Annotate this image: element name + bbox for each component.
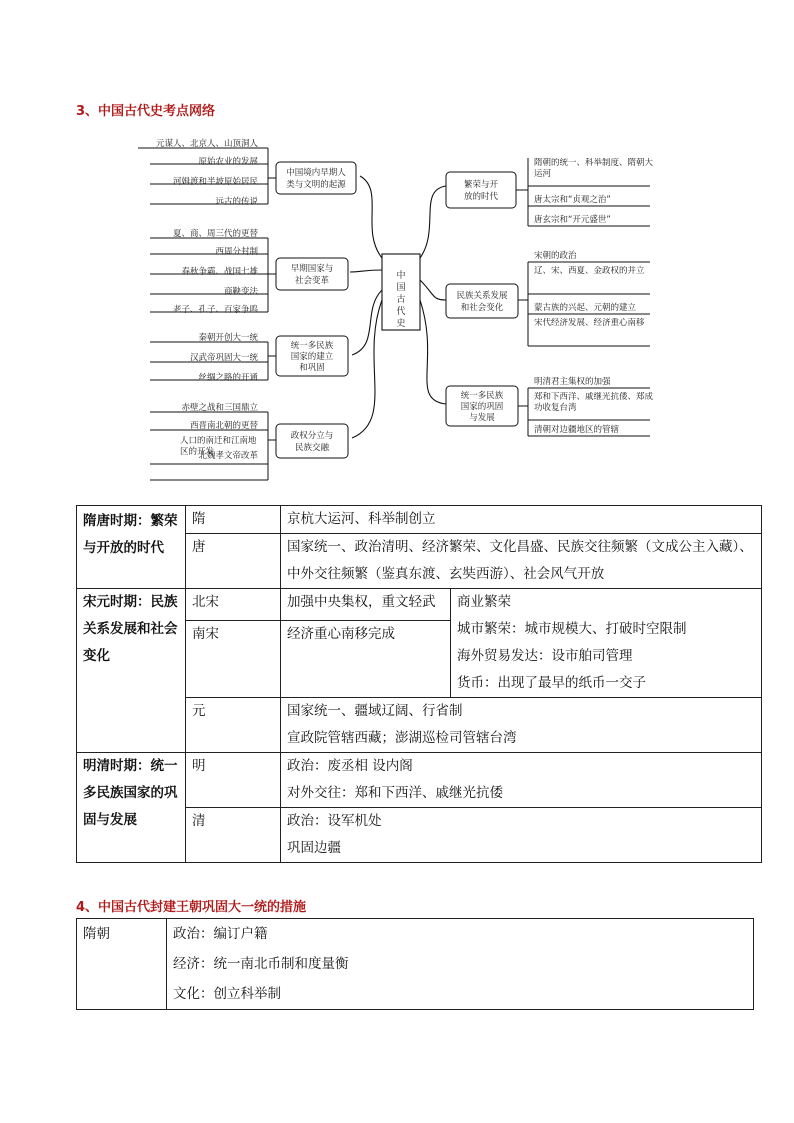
connector-left-3 bbox=[352, 290, 382, 355]
left-branch-4 bbox=[276, 424, 348, 458]
right-branch-1 bbox=[446, 172, 516, 208]
leaf: 清朝对边疆地区的管辖 bbox=[534, 425, 620, 435]
section-3-title: 3、中国古代史考点网络 bbox=[76, 104, 216, 119]
period-song-yuan: 宋元时期：民族关系发展和社会变化 bbox=[77, 589, 186, 753]
center-char: 国 bbox=[396, 283, 406, 293]
leaf: 夏、商、周三代的更替 bbox=[172, 229, 258, 239]
connector-left-2 bbox=[350, 270, 382, 272]
dynasty-beisong: 北宋 bbox=[186, 589, 281, 621]
leaf: 原始农业的发展 bbox=[198, 157, 258, 167]
leaf: 远古的传说 bbox=[215, 197, 258, 207]
left-branch-2 bbox=[276, 258, 348, 290]
period-table bbox=[76, 505, 762, 863]
content-ming: 政治：废丞相 设内阁 对外交往：郑和下西洋、戚继光抗倭 bbox=[281, 753, 762, 808]
svg-text:统一多民族: 统一多民族 bbox=[290, 341, 334, 351]
leaf: 郑和下西洋、戚继光抗倭、郑成功收复台湾 bbox=[534, 392, 654, 413]
leaf: 河姆渡和半坡原始居民 bbox=[172, 177, 258, 187]
leaf: 老子、孔子、百家争鸣 bbox=[172, 305, 258, 315]
content-beisong: 加强中央集权，重文轻武 bbox=[281, 589, 451, 621]
svg-text:繁荣与开: 繁荣与开 bbox=[463, 180, 499, 190]
connector-right-2 bbox=[420, 280, 446, 300]
song-economy: 商业繁荣 城市繁荣：城市规模大、打破时空限制 海外贸易发达：设市舶司管理 货币：出现了最早的纸币一交子 bbox=[451, 589, 762, 698]
leaf: 春秋争霸、战国七雄 bbox=[181, 267, 258, 277]
connector-right-1 bbox=[420, 186, 446, 258]
svg-text:早期国家与: 早期国家与 bbox=[290, 264, 334, 274]
left-branch-3 bbox=[276, 336, 348, 376]
leaf: 宋朝的政治 bbox=[534, 251, 577, 261]
svg-text:民族关系发展: 民族关系发展 bbox=[456, 291, 508, 301]
content-qing: 政治：设军机处 巩固边疆 bbox=[281, 808, 762, 863]
left-branch-1 bbox=[276, 162, 356, 194]
svg-text:国家的巩固: 国家的巩固 bbox=[460, 402, 504, 412]
svg-text:社会变革: 社会变革 bbox=[294, 276, 330, 286]
dynasty-sui: 隋 bbox=[186, 506, 281, 534]
leaf: 赤壁之战和三国鼎立 bbox=[181, 403, 258, 413]
dynasty-ming: 明 bbox=[186, 753, 281, 808]
svg-text:国家的建立: 国家的建立 bbox=[290, 352, 334, 362]
period-ming-qing: 明清时期：统一多民族国家的巩固与发展 bbox=[77, 753, 186, 863]
leaf: 汉武帝巩固大一统 bbox=[189, 353, 258, 363]
center-char: 古 bbox=[396, 295, 406, 305]
measures-dynasty: 隋朝 bbox=[77, 919, 167, 1010]
leaf: 辽、宋、西夏、金政权的并立 bbox=[534, 266, 645, 276]
leaf: 丝绸之路的开通 bbox=[198, 373, 258, 383]
svg-text:与发展: 与发展 bbox=[469, 413, 495, 423]
period-sui-tang: 隋唐时期：繁荣与开放的时代 bbox=[77, 506, 186, 589]
right-branch-2 bbox=[446, 284, 518, 318]
connector-left-4 bbox=[352, 300, 382, 438]
svg-text:类与文明的起源: 类与文明的起源 bbox=[286, 180, 346, 190]
content-nansong: 经济重心南移完成 bbox=[281, 621, 451, 698]
mind-map bbox=[0, 0, 794, 500]
dynasty-nansong: 南宋 bbox=[186, 621, 281, 698]
leaf: 明清君主集权的加强 bbox=[534, 377, 611, 387]
leaf: 西周分封制 bbox=[215, 247, 258, 257]
svg-text:放的时代: 放的时代 bbox=[463, 192, 499, 202]
content-yuan: 国家统一、疆域辽阔、行省制 宣政院管辖西藏；澎湖巡检司管辖台湾 bbox=[281, 698, 762, 753]
svg-text:中国境内早期人: 中国境内早期人 bbox=[286, 168, 346, 178]
dynasty-yuan: 元 bbox=[186, 698, 281, 753]
leaf-wrap: 人口的南迁和江南地区的开发 bbox=[180, 436, 257, 457]
connector-right-3 bbox=[420, 300, 446, 404]
svg-text:和社会变化: 和社会变化 bbox=[460, 303, 504, 313]
content-tang: 国家统一、政治清明、经济繁荣、文化昌盛、民族交往频繁（文成公主入藏）、中外交往频繁（鉴真东渡、玄奘西游）、社会风气开放 bbox=[281, 534, 762, 589]
dynasty-tang: 唐 bbox=[186, 534, 281, 589]
center-char: 史 bbox=[396, 319, 406, 329]
leaf: 宋代经济发展、经济重心南移 bbox=[534, 318, 645, 328]
center-char: 代 bbox=[396, 307, 406, 317]
leaf: 秦朝开创大一统 bbox=[198, 333, 258, 343]
connector-left-1 bbox=[360, 176, 382, 258]
center-char: 中 bbox=[396, 271, 406, 281]
leaf: 商鞅变法 bbox=[223, 287, 258, 297]
measures-content: 政治：编订户籍 经济：统一南北币制和度量衡 文化：创立科举制 bbox=[167, 919, 754, 1010]
content-sui: 京杭大运河、科举制创立 bbox=[281, 506, 762, 534]
measures-table bbox=[76, 918, 754, 1010]
svg-text:和巩固: 和巩固 bbox=[299, 363, 325, 373]
svg-text:民族交融: 民族交融 bbox=[294, 443, 330, 453]
leaf: 蒙古族的兴起、元朝的建立 bbox=[534, 303, 637, 313]
right-branch-3 bbox=[446, 386, 518, 426]
leaf: 隋朝的统一、科举制度、隋朝大运河 bbox=[534, 158, 654, 179]
leaf: 元谋人、北京人、山顶洞人 bbox=[155, 139, 258, 149]
svg-text:政权分立与: 政权分立与 bbox=[290, 431, 334, 441]
dynasty-qing: 清 bbox=[186, 808, 281, 863]
center-node-text bbox=[396, 269, 405, 329]
section-4-title: 4、中国古代封建王朝巩固大一统的措施 bbox=[76, 900, 307, 915]
svg-text:统一多民族: 统一多民族 bbox=[460, 391, 504, 401]
leaf: 西晋南北朝的更替 bbox=[189, 421, 258, 431]
leaf: 唐玄宗和“开元盛世” bbox=[534, 215, 611, 225]
leaf: 北魏孝文帝改革 bbox=[198, 451, 258, 461]
leaf: 唐太宗和“贞观之治” bbox=[534, 195, 611, 205]
